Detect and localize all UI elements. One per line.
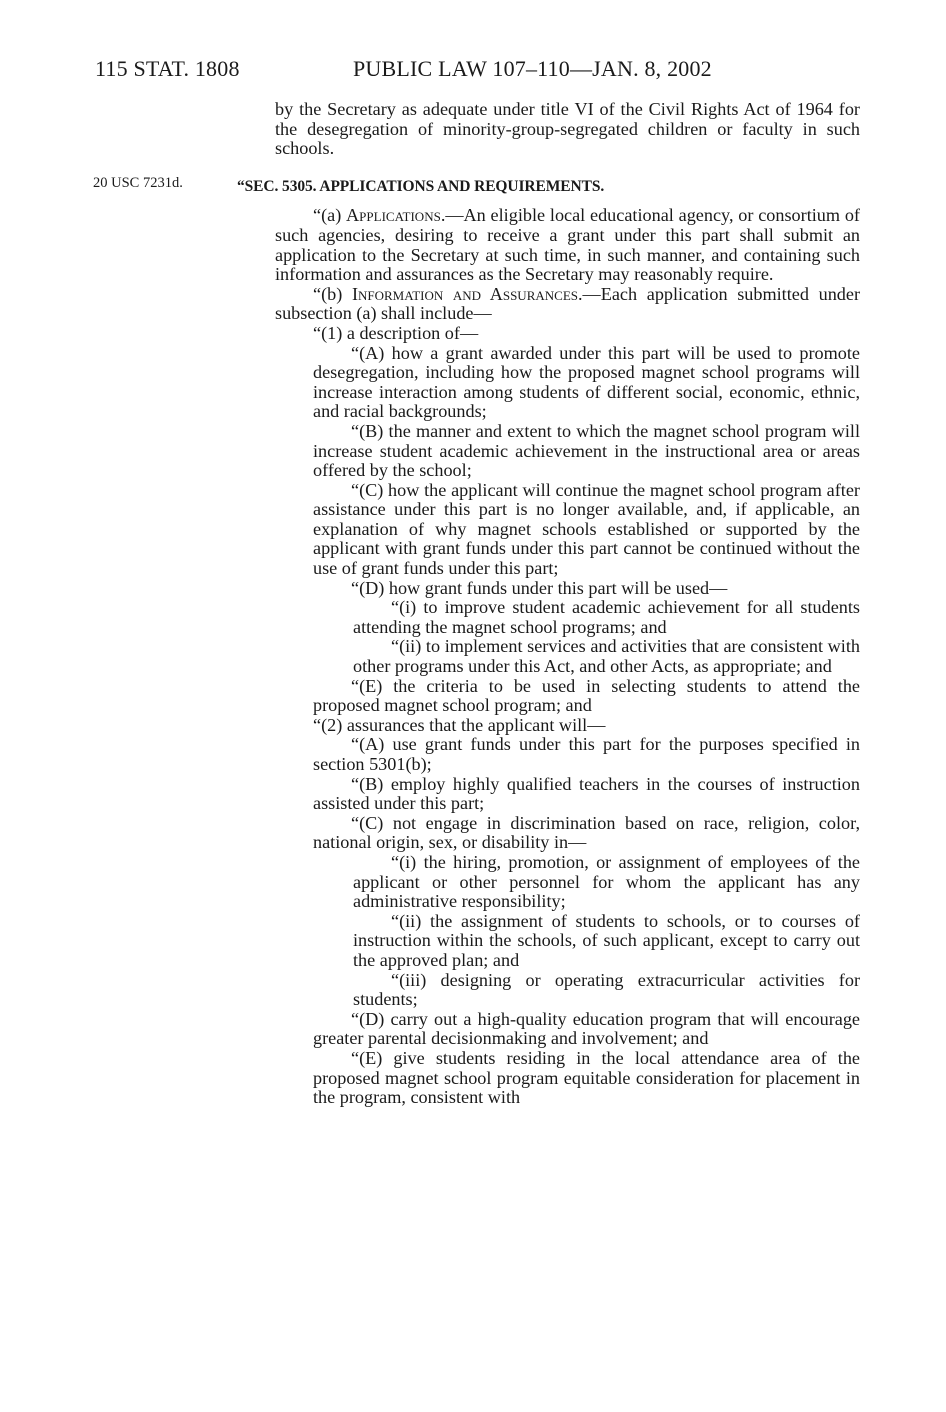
paragraph-1-B: “(B) the manner and extent to which the magnet school program will increase student academic achievement in the instructional area or areas offered by the school; (313, 420, 860, 481)
usc-margin-note: 20 USC 7231d. (93, 175, 183, 191)
paragraph-2-E: “(E) give students residing in the local attendance area of the proposed magnet school program equitable consideration for placement in the program, consistent with (313, 1047, 860, 1108)
public-law-title: PUBLIC LAW 107–110—JAN. 8, 2002 (353, 56, 712, 81)
paragraph-1: “(1) a description of— (313, 322, 479, 343)
intro-paragraph: by the Secretary as adequate under title VI of the Civil Rights Act of 1964 for the desegregation of minority-group-segregated children or faculty in such schools. (275, 99, 860, 159)
paragraph-2-C-ii: “(ii) the assignment of students to schools, or to courses of instruction within the schools, of such applicant, except to carry out the approved plan; and (353, 910, 860, 970)
paragraph-1-E: “(E) the criteria to be used in selecting students to attend the proposed magnet school program; and (313, 675, 860, 716)
paragraph-2-D: “(D) carry out a high-quality education program that will encourage greater parental decisionmaking and involvement; and (313, 1008, 860, 1049)
paragraph-1-A: “(A) how a grant awarded under this part will be used to promote desegregation, including how the proposed magnet school programs will increase interaction among students of different social, economic, ethnic, and racial backgrounds; (313, 342, 860, 422)
paragraph-2: “(2) assurances that the applicant will— (313, 714, 606, 735)
page-header (0, 56, 946, 86)
subsection-b: “(b) Information and Assurances.—Each application submitted under subsection (a) shall include— (275, 283, 861, 324)
paragraph-2-A: “(A) use grant funds under this part for the purposes specified in section 5301(b); (313, 734, 860, 774)
paragraph-2-C-i: “(i) the hiring, promotion, or assignment of employees of the applicant or other personnel for whom the applicant has any administrative responsibility; (353, 851, 860, 912)
paragraph-2-C-iii: “(iii) designing or operating extracurricular activities for students; (353, 969, 860, 1010)
section-heading: “SEC. 5305. APPLICATIONS AND REQUIREMENTS. (237, 177, 605, 195)
document-body (237, 99, 861, 1108)
paragraph-1-C: “(C) how the applicant will continue the magnet school program after assistance under this part is no longer available, and, if applicable, an explanation of why magnet schools established or supported by the applicant with grant funds under this part cannot be continued without the use of grant funds under this part; (313, 479, 860, 579)
subsection-a: “(a) Applications.—An eligible local educational agency, or consortium of such agencies, desiring to receive a grant under this part shall submit an application to the Secretary at such time, in such manner, and containing such information and assurances as the Secretary may reasonably require. (275, 205, 860, 285)
paragraph-2-B: “(B) employ highly qualified teachers in the courses of instruction assisted under this part; (313, 773, 860, 814)
paragraph-2-C: “(C) not engage in discrimination based on race, religion, color, national origin, sex, or disability in— (313, 812, 860, 853)
paragraph-1-D-ii: “(ii) to implement services and activities that are consistent with other programs under this Act, and other Acts, as appropriate; and (353, 636, 860, 677)
statute-page-number: 115 STAT. 1808 (95, 56, 240, 81)
paragraph-1-D: “(D) how grant funds under this part will be used— (351, 577, 728, 598)
paragraph-1-D-i: “(i) to improve student academic achievement for all students attending the magnet school programs; and (353, 597, 860, 637)
